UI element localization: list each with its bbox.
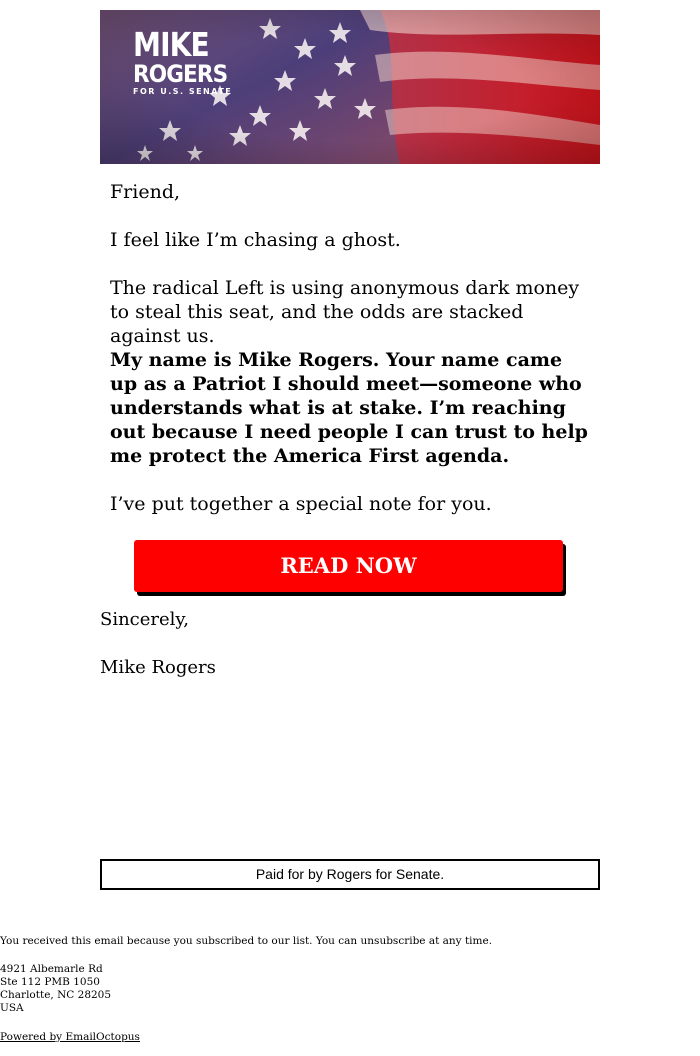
paragraph-2: The radical Left is using anonymous dark money to steal this seat, and the odds are stacked against us. [110, 277, 580, 347]
signature: Mike Rogers [100, 657, 216, 678]
paragraph-4: I’ve put together a special note for you. [110, 493, 492, 515]
subscription-notice: You received this email because you subscribed to our list. You can unsubscribe at any time. [0, 935, 493, 947]
closing: Sincerely, [100, 609, 189, 630]
address-line: 4921 Albemarle Rd [0, 963, 103, 975]
address-line: USA [0, 1002, 24, 1014]
mailing-address [0, 963, 111, 1015]
header-banner [100, 10, 600, 164]
address-line: Ste 112 PMB 1050 [0, 976, 100, 988]
address-line: Charlotte, NC 28205 [0, 989, 112, 1001]
read-now-button[interactable]: READ NOW [134, 540, 563, 592]
paragraph-3-bold: My name is Mike Rogers. Your name came up as a Patriot I should meet—someone who understands what is at stake. I’m reaching out because I need people I can trust to help me protect the America First agenda. [110, 349, 588, 467]
paid-for-disclaimer: Paid for by Rogers for Senate. [100, 859, 600, 890]
greeting: Friend, [110, 181, 181, 203]
campaign-logo: MIKE ROGERS FOR U.S. SENATE [133, 25, 233, 96]
paragraph-1: I feel like I’m chasing a ghost. [110, 229, 401, 251]
powered-by-link[interactable]: Powered by EmailOctopus [0, 1031, 140, 1043]
